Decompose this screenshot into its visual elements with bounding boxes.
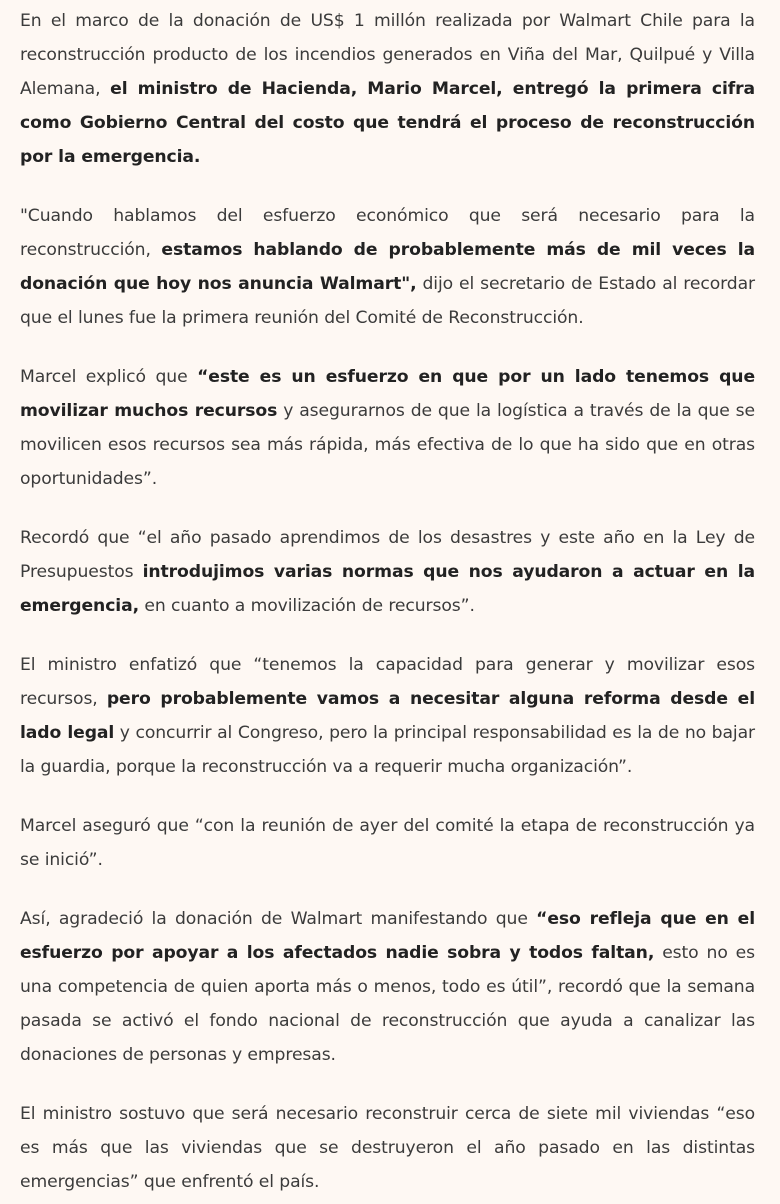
paragraph-7-text-2: esto no es una competencia de quien aporta más o menos, todo es útil”, recordó que la semana pasada se activó el fondo nacional de reconstrucción que ayuda a canalizar las donaciones de personas y empresas. bbox=[20, 943, 756, 1065]
paragraph-3-text-2: y asegurarnos de que la logística a través de la que se movilicen esos recursos sea más rápida, más efectiva de lo que ha sido que en otras oportunidades”. bbox=[20, 401, 755, 489]
paragraph-3 bbox=[20, 360, 755, 496]
paragraph-3-bold-1: “este es un esfuerzo en que por un lado tenemos que movilizar muchos recursos bbox=[20, 367, 755, 421]
paragraph-2-bold-1: estamos hablando de probablemente más de mil veces la donación que hoy nos anuncia Walmart", bbox=[20, 240, 755, 294]
paragraph-7 bbox=[20, 902, 755, 1072]
paragraph-6-text-1: Marcel aseguró que “con la reunión de ayer del comité la etapa de reconstrucción ya se inició”. bbox=[20, 816, 755, 870]
paragraph-5-text-1: El ministro enfatizó que “tenemos la capacidad para generar y movilizar esos recursos, bbox=[20, 655, 755, 709]
paragraph-2 bbox=[20, 199, 755, 335]
paragraph-6 bbox=[20, 809, 755, 877]
paragraph-1-text-1: En el marco de la donación de US$ 1 millón realizada por Walmart Chile para la reconstrucción producto de los incendios generados en Viña del Mar, Quilpué y Villa Alemana, bbox=[20, 11, 755, 99]
paragraph-5-bold-1: pero probablemente vamos a necesitar alguna reforma desde el lado legal bbox=[20, 689, 755, 743]
paragraph-2-text-2: dijo el secretario de Estado al recordar que el lunes fue la primera reunión del Comité de Reconstrucción. bbox=[20, 274, 755, 328]
paragraph-5 bbox=[20, 648, 755, 784]
paragraph-4-text-2: en cuanto a movilización de recursos”. bbox=[139, 596, 475, 616]
paragraph-8-text-1: El ministro sostuvo que será necesario reconstruir cerca de siete mil viviendas “eso es más que las viviendas que se destruyeron el año pasado en las distintas emergencias” que enfrentó el país. bbox=[20, 1104, 755, 1192]
paragraph-4-text-1: Recordó que “el año pasado aprendimos de los desastres y este año en la Ley de Presupuestos bbox=[20, 528, 755, 582]
paragraph-1-bold-1: el ministro de Hacienda, Mario Marcel, entregó la primera cifra como Gobierno Central del costo que tendrá el proceso de reconstrucción por la emergencia. bbox=[20, 79, 755, 167]
paragraph-4-bold-1: introdujimos varias normas que nos ayudaron a actuar en la emergencia, bbox=[20, 562, 755, 616]
paragraph-4 bbox=[20, 521, 755, 623]
paragraph-8 bbox=[20, 1097, 755, 1199]
paragraph-2-text-1: "Cuando hablamos del esfuerzo económico que será necesario para la reconstrucción, bbox=[20, 206, 755, 260]
paragraph-5-text-2: y concurrir al Congreso, pero la principal responsabilidad es la de no bajar la guardia, porque la reconstrucción va a requerir mucha organización”. bbox=[20, 723, 755, 777]
paragraph-7-text-1: Así, agradeció la donación de Walmart manifestando que bbox=[20, 909, 537, 929]
paragraph-3-text-1: Marcel explicó que bbox=[20, 367, 198, 387]
paragraph-7-bold-1: “eso refleja que en el esfuerzo por apoyar a los afectados nadie sobra y todos faltan, bbox=[20, 909, 756, 963]
paragraph-1 bbox=[20, 4, 755, 174]
